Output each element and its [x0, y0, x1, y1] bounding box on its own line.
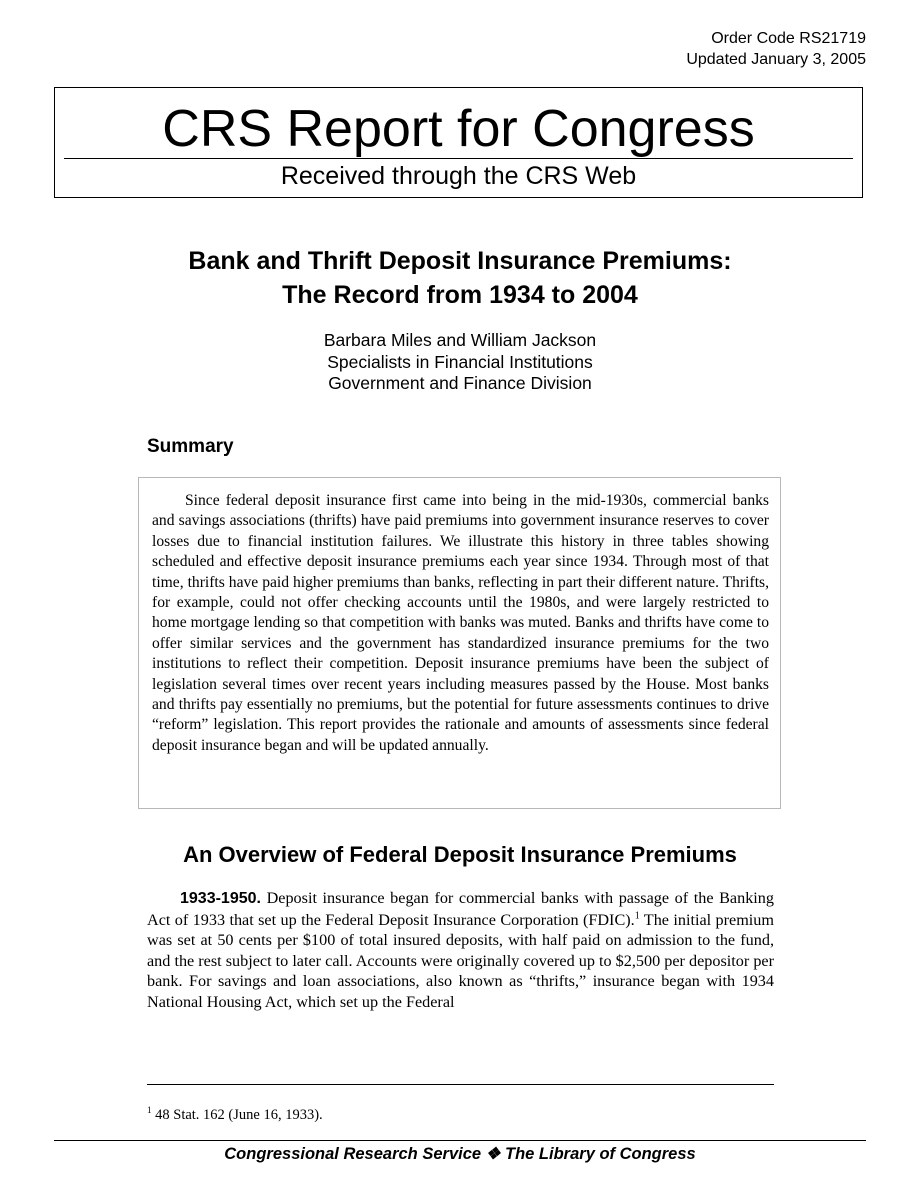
footnote-reference[interactable]: 1 [634, 910, 640, 922]
footnote-number: 1 [147, 1105, 152, 1116]
order-code-block [686, 28, 866, 70]
footer: Congressional Research Service ❖ The Library of Congress [224, 1145, 696, 1163]
paragraph-text-part-2: The initial premium was set at 50 cents per $100 of total insured deposits, with half paid on admission to the fund, and the rest subject to later call. Accounts were originally covered up to $2,500 per depositor per bank. For savings and loan associations, also known as “thrifts,” insurance began with 1934 National Housing Act, which set up the Federal [147, 910, 774, 1011]
footnote [147, 1106, 323, 1124]
masthead-title: CRS Report for Congress [162, 100, 755, 158]
overview-heading: An Overview of Federal Deposit Insurance Premiums [183, 842, 737, 867]
byline [0, 330, 920, 395]
order-code: Order Code RS21719 [711, 30, 866, 47]
author-role: Specialists in Financial Institutions [327, 351, 593, 372]
footnote-text: 48 Stat. 162 (June 16, 1933). [151, 1107, 323, 1123]
masthead-divider [64, 158, 853, 159]
masthead-subtitle: Received through the CRS Web [280, 162, 637, 190]
footnote-divider [147, 1084, 774, 1085]
report-title-line-2: The Record from 1934 to 2004 [282, 281, 638, 309]
authors: Barbara Miles and William Jackson [323, 330, 597, 350]
report-title-line-1: Bank and Thrift Deposit Insurance Premiums: [188, 247, 732, 275]
overview-paragraph [147, 888, 774, 1013]
footer-divider [54, 1140, 866, 1141]
division: Government and Finance Division [328, 373, 592, 393]
masthead [54, 87, 863, 198]
summary-text: Since federal deposit insurance first came into being in the mid-1930s, commercial banks and savings associations (thrifts) have paid premiums into government insurance reserves to cover losses due to financial institution failures. We illustrate this history in three tables showing scheduled and effective deposit insurance premiums each year since 1934. Through most of that time, thrifts have paid higher premiums than banks, reflecting in part their different nature. Thrifts, for example, could not offer checking accounts until the 1980s, and were largely restricted to home mortgage lending so that competition with banks was muted. Banks and thrifts have come to offer similar services and the government has standardized insurance premiums for the two institutions to reflect their competition. Deposit insurance premiums have been the subject of legislation several times over recent years including measures passed by the House. Most banks and thrifts pay essentially no premiums, but the potential for future assessments continues to drive “reform” legislation. This report provides the rationale and amounts of assessments since federal deposit insurance began and will be updated annually. [152, 492, 769, 754]
updated-date: Updated January 3, 2005 [686, 51, 866, 68]
run-in-heading: 1933-1950. [180, 890, 261, 907]
summary-box [138, 477, 781, 809]
report-title [0, 244, 920, 312]
paragraph-text-part-1: Deposit insurance began for commercial banks with passage of the Banking Act of 1933 that set up the Federal Deposit Insurance Corporation (FDIC). [147, 889, 774, 929]
summary-heading: Summary [147, 436, 234, 457]
